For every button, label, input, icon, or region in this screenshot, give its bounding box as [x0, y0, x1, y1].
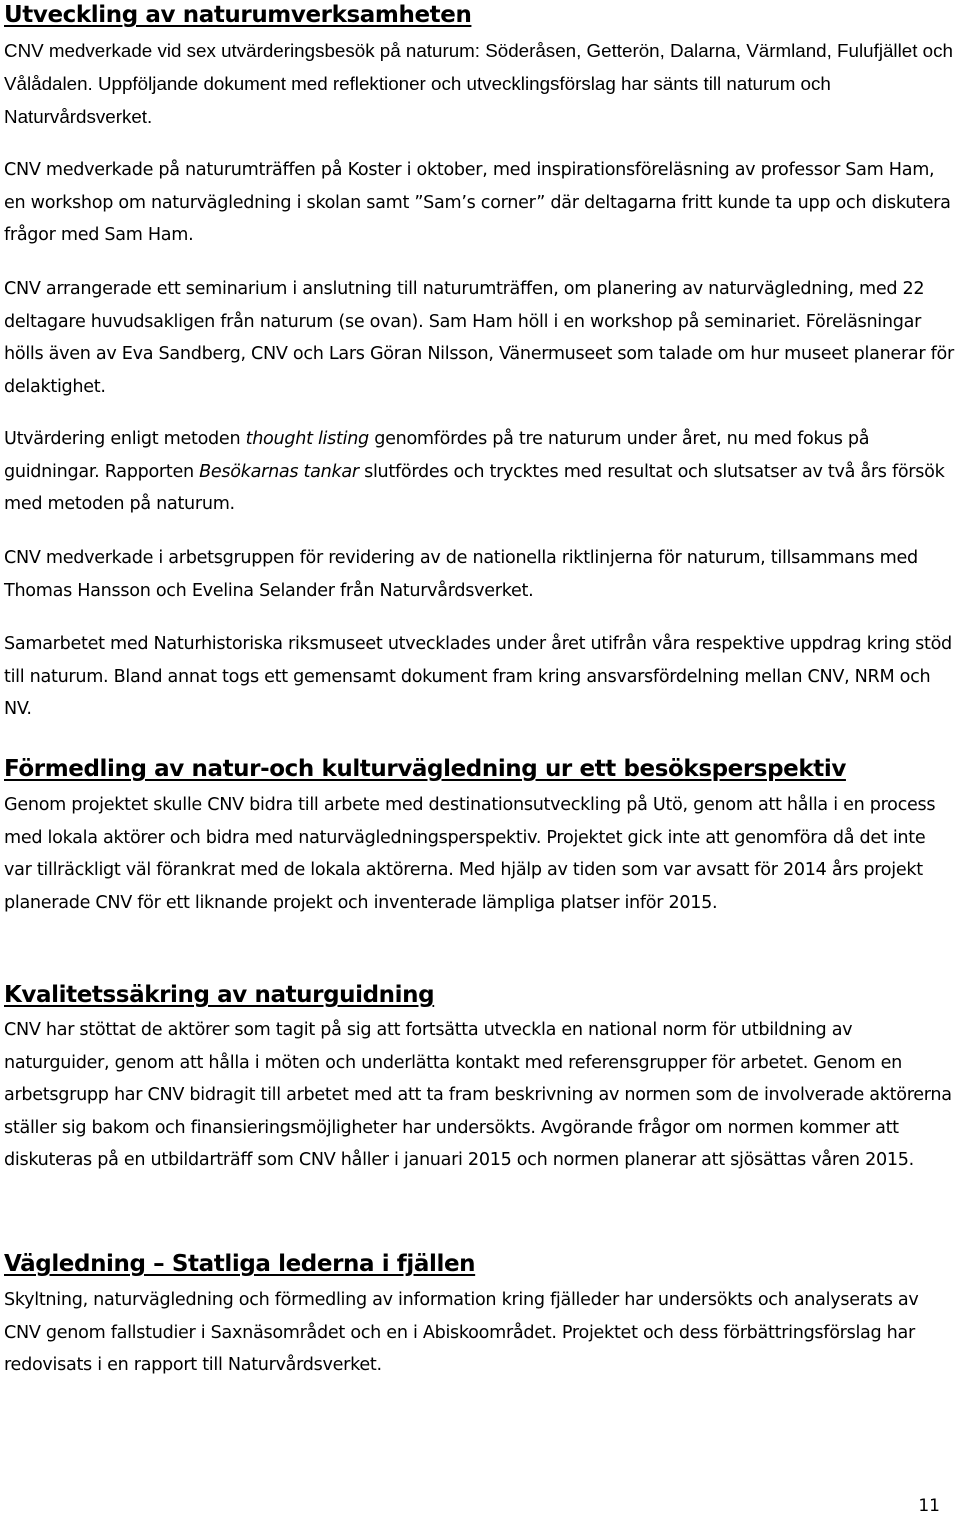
- paragraph-skyltning: [4, 1284, 956, 1382]
- text-segment: slutfördes och trycktes med resultat och slutsatser av två års försök med metoden på naturum.: [4, 461, 945, 515]
- text-segment: CNV medverkade vid sex utvärderingsbesök på naturum: Söderåsen, Getterön, Dalarna, Värmland, Fulufjället och Vålådalen. Uppföljande dokument med reflektioner och utvecklingsförslag har sänts till naturum och Naturvårdsverket.: [4, 40, 953, 127]
- paragraph-uto-projekt: [4, 789, 956, 919]
- text-segment: Samarbetet med Naturhistoriska riksmuseet utvecklades under året utifrån våra respektive uppdrag kring stöd till naturum. Bland annat togs ett gemensamt dokument fram kring ansvarsfördelning mellan CNV, NRM och NV.: [4, 634, 952, 720]
- text-segment: CNV medverkade i arbetsgruppen för revidering av de nationella riktlinjerna för naturum, tillsammans med Thomas Hansson och Evelina Selander från Naturvårdsverket.: [4, 548, 918, 601]
- paragraph-utvarderingsbesok: [4, 34, 954, 133]
- paragraph-naturguider: [4, 1014, 956, 1177]
- paragraph-utvardering: [4, 423, 956, 521]
- paragraph-naturumtraffen: [4, 154, 956, 252]
- section-heading-naturum: Utveckling av naturumverksamheten: [4, 2, 472, 28]
- paragraph-seminarium: [4, 273, 956, 403]
- section-heading-kvalitetssakring: Kvalitetssäkring av naturguidning: [4, 982, 435, 1008]
- text-segment-italic: Besökarnas tankar: [199, 461, 359, 482]
- section-heading-formedling: Förmedling av natur-och kulturvägledning ur ett besöksperspektiv: [4, 756, 846, 782]
- paragraph-riktlinjer: [4, 542, 956, 607]
- paragraph-samarbete-nrm: [4, 628, 956, 726]
- text-segment: Utvärdering enligt metoden: [4, 429, 246, 449]
- text-segment: Skyltning, naturvägledning och förmedling av information kring fjälleder har undersökts och analyserats av CNV genom fallstudier i Saxnäsområdet och en i Abiskoområdet. Projektet och dess förbättringsförslag har redovisats i en rapport till Naturvårdsverket.: [4, 1290, 919, 1376]
- text-segment: CNV arrangerade ett seminarium i anslutning till naturumträffen, om planering av naturvägledning, med 22 deltagare huvudsakligen från naturum (se ovan). Sam Ham höll i en workshop på seminariet. Föreläsningar hölls även av Eva Sandberg, CNV och Lars Göran Nilsson, Vänermuseet som talade om hur museet planerar för delaktighet.: [4, 279, 954, 397]
- text-segment: CNV har stöttat de aktörer som tagit på sig att fortsätta utveckla en national norm för utbildning av naturguider, genom att hålla i möten och underlätta kontakt med referensgrupper för arbetet. Genom en arbetsgrupp har CNV bidragit till arbetet med att ta fram beskrivning av normen som de involverade aktörerna ställer sig bakom och finansieringsmöjligheter har undersökts. Avgörande frågor om normen kommer att diskuteras på en utbildarträff som CNV håller i januari 2015 och normen planerar att sjösättas våren 2015.: [4, 1020, 952, 1171]
- section-heading-vagledning-fjallen: Vägledning – Statliga lederna i fjällen: [4, 1251, 476, 1277]
- text-segment: CNV medverkade på naturumträffen på Koster i oktober, med inspirationsföreläsning av professor Sam Ham, en workshop om naturvägledning i skolan samt ”Sam’s corner” där deltagarna fritt kunde ta upp och diskutera frågor med Sam Ham.: [4, 160, 951, 246]
- text-segment: genomfördes på tre naturum under året, nu med fokus på guidningar. Rapporten: [4, 429, 870, 482]
- page-number: 11: [918, 1496, 940, 1516]
- text-segment: Genom projektet skulle CNV bidra till arbete med destinationsutveckling på Utö, genom att hålla i en process med lokala aktörer och bidra med naturvägledningsperspektiv. Projektet gick inte att genomföra då det inte var tillräckligt väl förankrat med de lokala aktörerna. Med hjälp av tiden som var avsatt för 2014 års projekt planerade CNV för ett liknande projekt och inventerade lämpliga platser inför 2015.: [4, 795, 936, 913]
- text-segment-italic: thought listing: [245, 429, 369, 449]
